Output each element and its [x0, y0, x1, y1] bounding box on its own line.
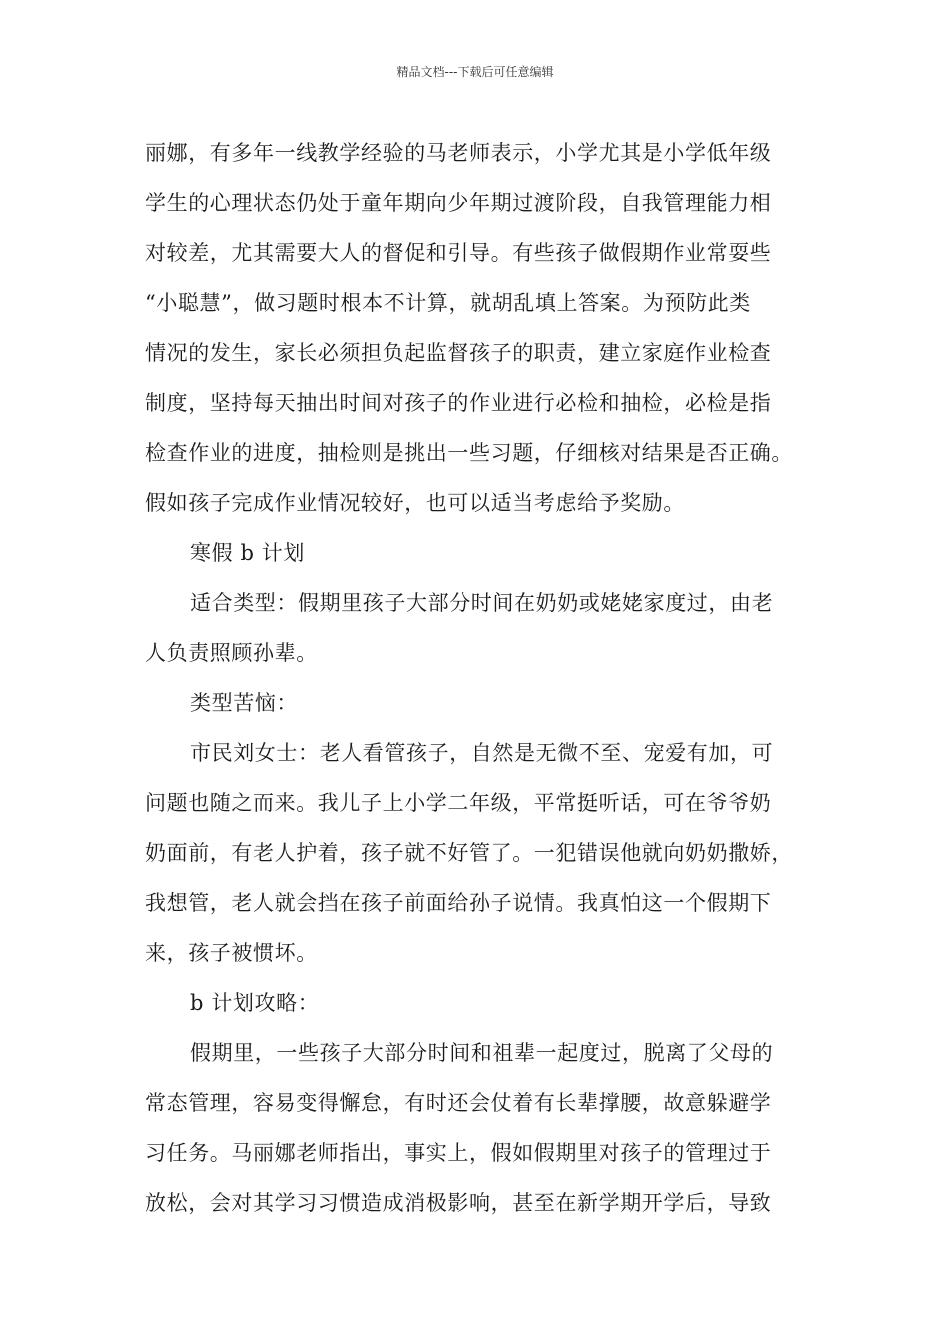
text-line: 对较差，尤其需要大人的督促和引导。有些孩子做假期作业常耍些 [145, 241, 772, 265]
text-line: 假如孩子完成作业情况较好，也可以适当考虑给予奖励。 [145, 491, 685, 515]
text-line: 市民刘女士：老人看管孩子，自然是无微不至、宠爱有加，可 [190, 741, 774, 765]
text-line: 情况的发生，家长必须担负起监督孩子的职责，建立家庭作业检查 [145, 341, 772, 365]
text-line: 人负责照顾孙辈。 [145, 641, 318, 665]
text-line: 问题也随之而来。我儿子上小学二年级，平常挺听话，可在爷爷奶 [145, 791, 772, 815]
text-line: 学生的心理状态仍处于童年期向少年期过渡阶段，自我管理能力相 [145, 191, 772, 215]
page-header: 精品文档---下载后可任意编辑 [396, 65, 554, 79]
text-line: 习任务。马丽娜老师指出，事实上，假如假期里对孩子的管理过于 [145, 1141, 772, 1165]
text-line: 丽娜，有多年一线教学经验的马老师表示，小学尤其是小学低年级 [145, 141, 772, 165]
text-line: 来，孩子被惯坏。 [145, 941, 318, 965]
text-line: 制度，坚持每天抽出时间对孩子的作业进行必检和抽检，必检是指 [145, 391, 772, 415]
text-line: 我想管，老人就会挡在孩子前面给孙子说情。我真怕这一个假期下 [145, 891, 772, 915]
text-line: “小聪慧”，做习题时根本不计算，就胡乱填上答案。为预防此类 [145, 291, 751, 315]
text-line: 检查作业的进度，抽检则是挑出一些习题，仔细核对结果是否正确。 [145, 441, 793, 465]
text-line: 适合类型：假期里孩子大部分时间在奶奶或姥姥家度过，由老 [190, 591, 774, 615]
text-line: b 计划攻略： [190, 991, 320, 1015]
text-line: 寒假 b 计划 [190, 541, 305, 565]
text-line: 假期里，一些孩子大部分时间和祖辈一起度过，脱离了父母的 [190, 1041, 774, 1065]
text-line: 常态管理，容易变得懈怠，有时还会仗着有长辈撑腰，故意躲避学 [145, 1091, 772, 1115]
text-line: 奶面前，有老人护着，孩子就不好管了。一犯错误他就向奶奶撒娇， [145, 841, 793, 865]
text-line: 类型苦恼： [190, 691, 298, 715]
text-line: 放松，会对其学习习惯造成消极影响，甚至在新学期开学后，导致 [145, 1191, 772, 1215]
document-body [145, 128, 825, 1228]
